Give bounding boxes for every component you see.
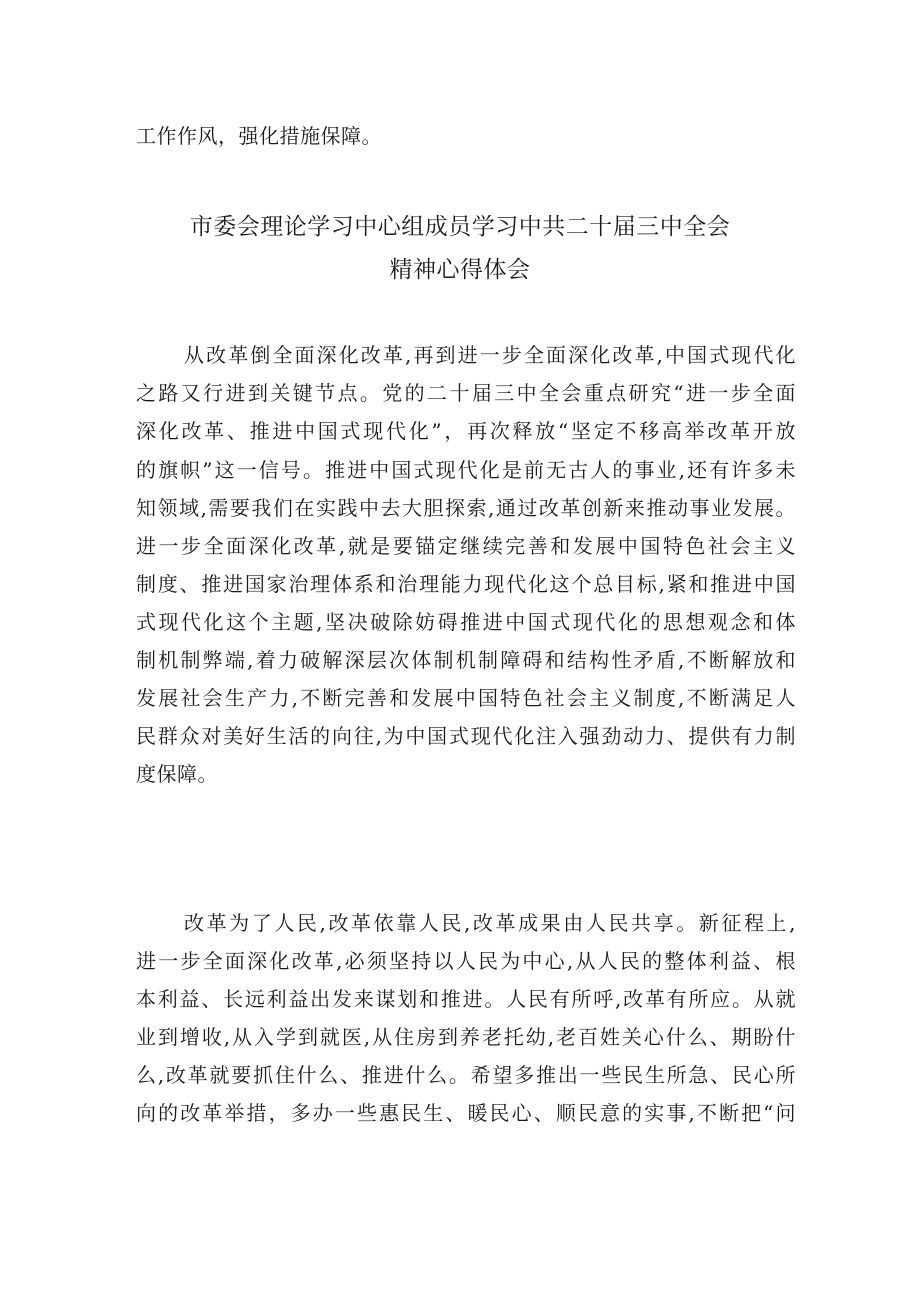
paragraph-line: 进一步全面深化改革,就是要锚定继续完善和发展中国特色社会主义 [136, 534, 796, 558]
top-fragment-line: 工作作风，强化措施保障。 [136, 124, 382, 148]
paragraph-line: 制度、推进国家治理体系和治理能力现代化这个总目标,紧和推进中国 [136, 572, 796, 596]
paragraph-line: 向的改革举措，多办一些惠民生、暖民心、顺民意的实事,不断把“问 [136, 1101, 796, 1125]
document-title-line-1: 市委会理论学习中心组成员学习中共二十届三中全会 [189, 214, 731, 240]
paragraph-line: 度保障。 [136, 762, 218, 786]
paragraph-line: 业到增收,从入学到就医,从住房到养老托幼,老百姓关心什么、期盼什 [136, 1025, 796, 1049]
paragraph-line: 知领域,需要我们在实践中去大胆探索,通过改革创新来推动事业发展。 [136, 496, 796, 520]
paragraph-line: 进一步全面深化改革,必须坚持以人民为中心,从人民的整体利益、根 [136, 949, 796, 973]
paragraph-line: 民群众对美好生活的向往,为中国式现代化注入强劲动力、提供有力制 [136, 724, 796, 748]
paragraph-line: 式现代化这个主题,坚决破除妨碍推进中国式现代化的思想观念和体 [136, 610, 796, 634]
paragraph-line: 么,改革就要抓住什么、推进什么。希望多推出一些民生所急、民心所 [136, 1063, 796, 1087]
paragraph-line: 发展社会生产力,不断完善和发展中国特色社会主义制度,不断满足人 [136, 686, 796, 710]
paragraph-line: 从改革倒全面深化改革,再到进一步全面深化改革,中国式现代化 [184, 343, 796, 367]
paragraph-line: 本利益、长远利益出发来谋划和推进。人民有所呼,改革有所应。从就 [136, 987, 796, 1011]
paragraph-line: 深化改革、推进中国式现代化”，再次释放“坚定不移高举改革开放 [136, 419, 796, 443]
paragraph-line: 改革为了人民,改革依靠人民,改革成果由人民共享。新征程上, [184, 911, 796, 935]
paragraph-line: 之路又行进到关键节点。党的二十届三中全会重点研究“进一步全面 [136, 381, 796, 405]
document-title-line-2: 精神心得体会 [389, 257, 531, 283]
paragraph-line: 制机制弊端,着力破解深层次体制机制障碍和结构性矛盾,不断解放和 [136, 648, 796, 672]
paragraph-line: 的旗帜”这一信号。推进中国式现代化是前无古人的事业,还有许多未 [136, 458, 796, 482]
